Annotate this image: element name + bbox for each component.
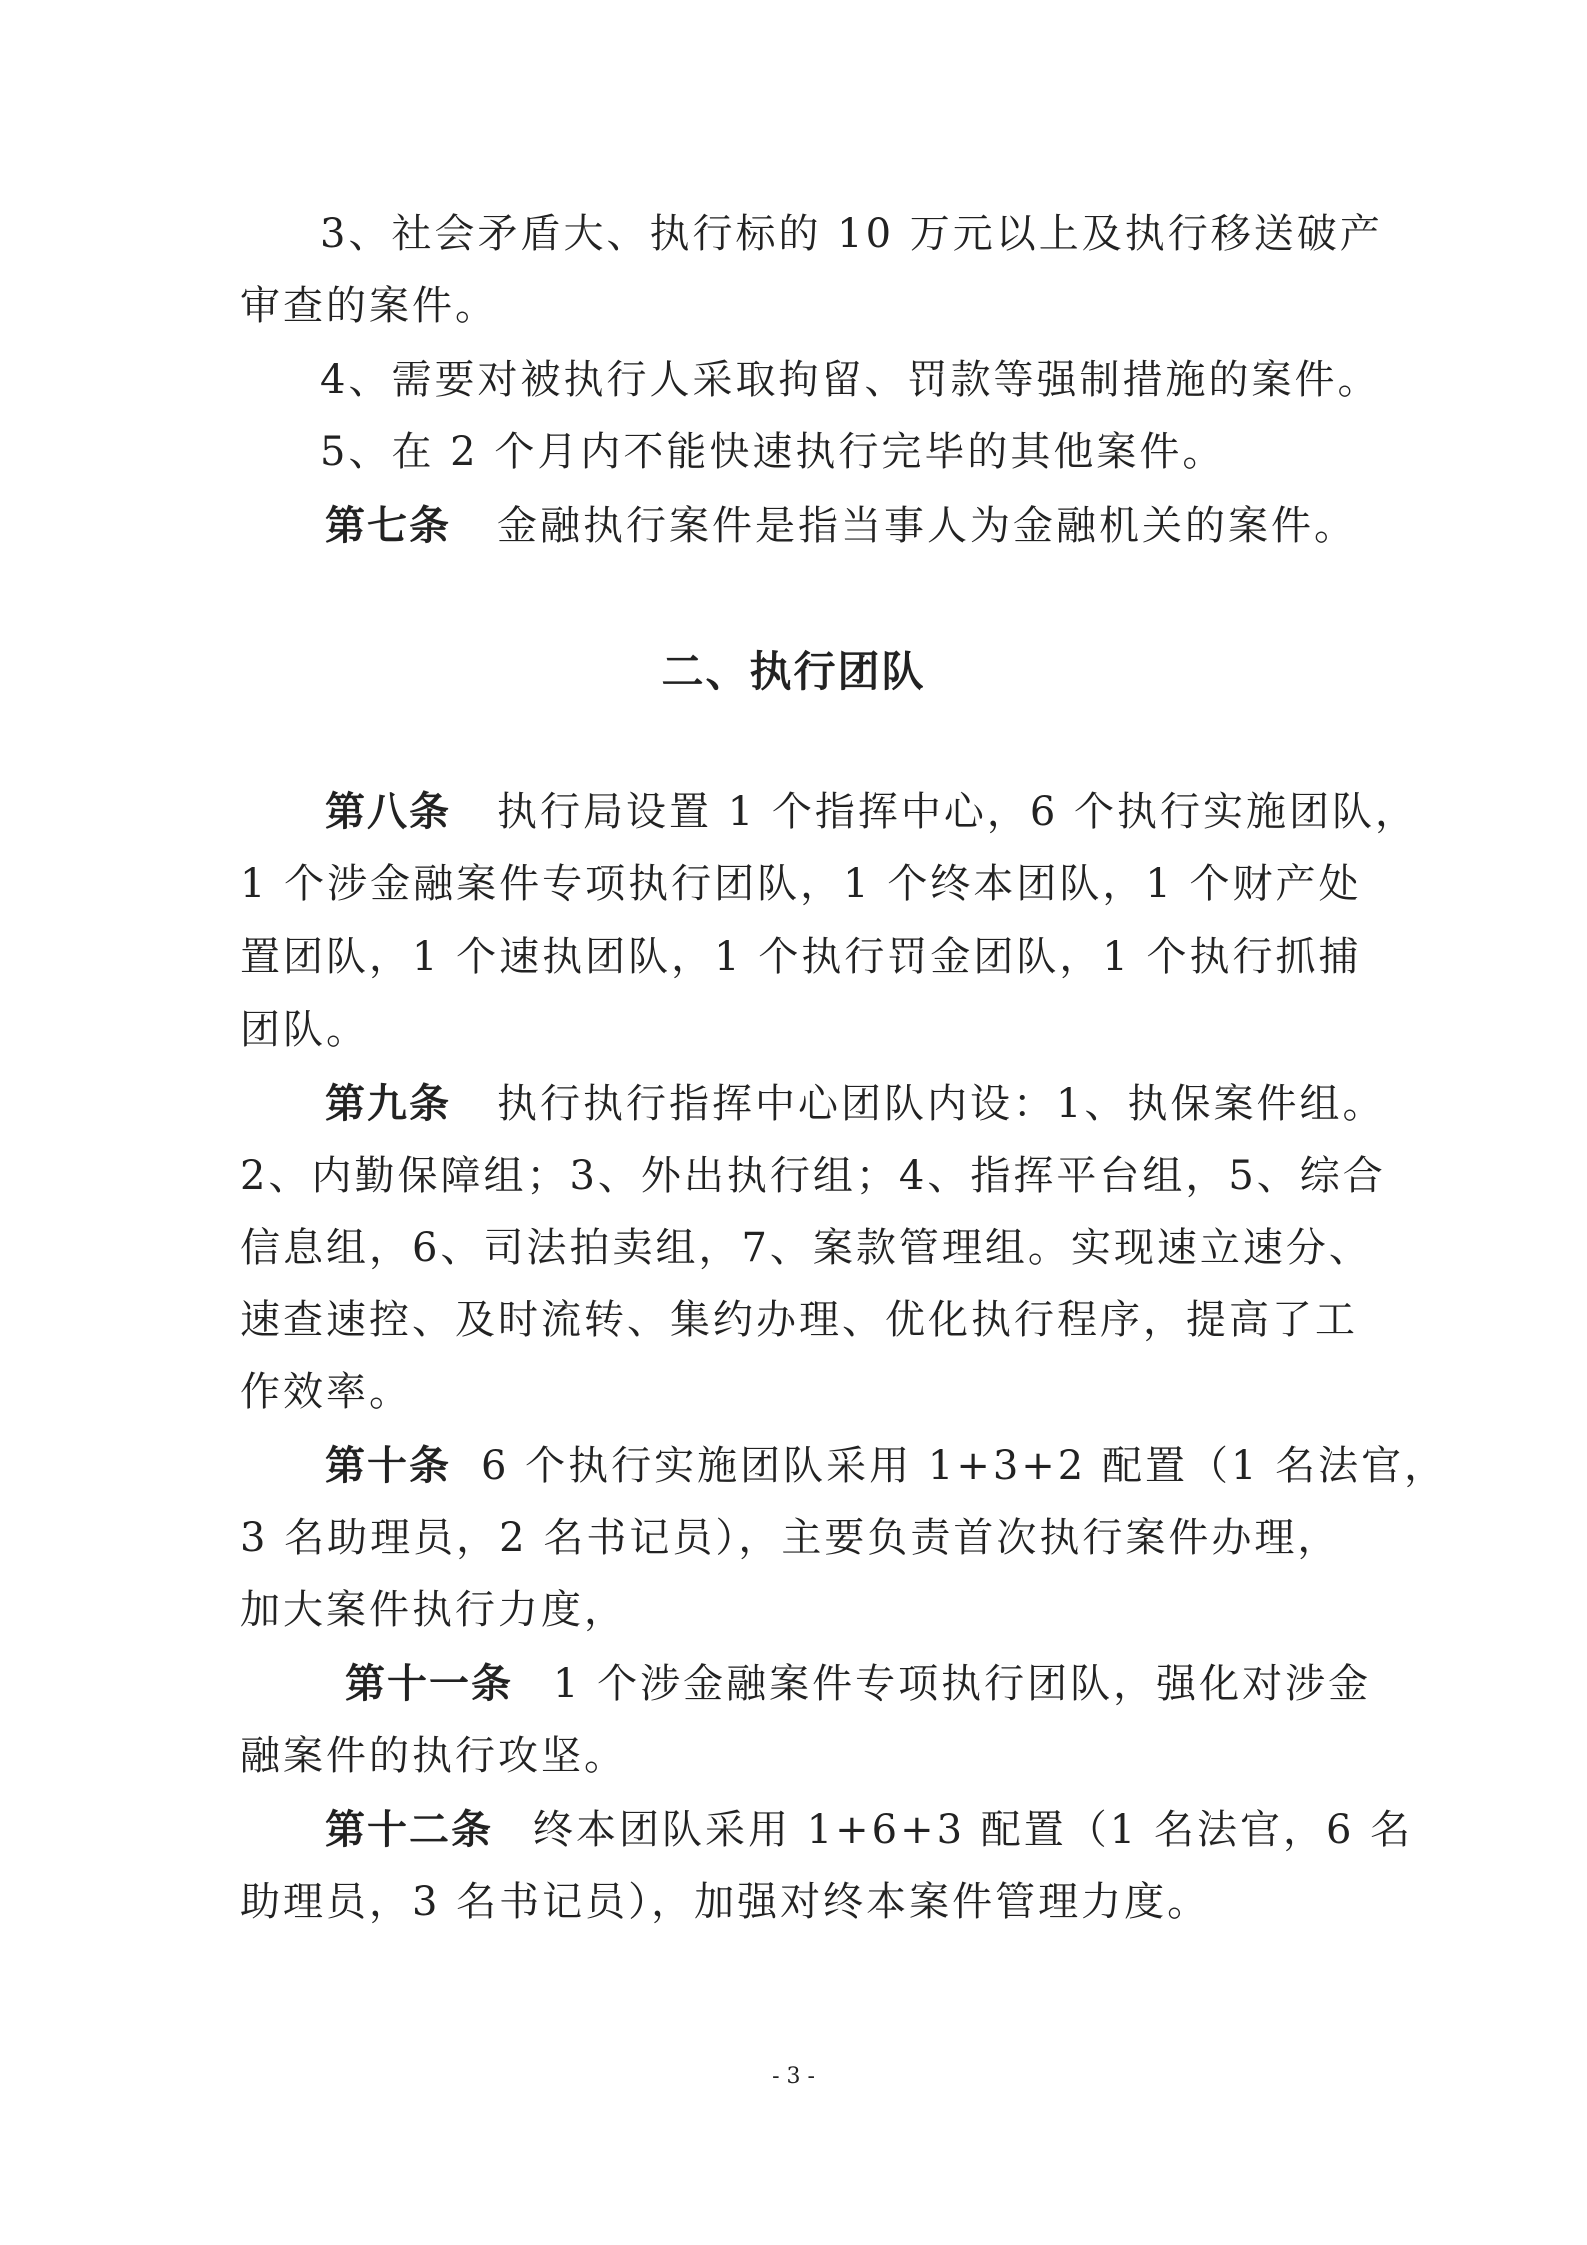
list-item-3-line2: 审查的案件。: [240, 283, 498, 329]
article-11-label: 第十一条: [345, 1661, 513, 1707]
article-7: [325, 498, 1440, 554]
article-9-line3: 信息组，6、司法拍卖组，7、案款管理组。实现速立速分、: [240, 1225, 1372, 1271]
article-12-text-1: 终本团队采用 1+6+3 配置（1 名法官，6 名: [533, 1807, 1414, 1853]
article-9-line5: 作效率。: [240, 1369, 412, 1415]
article-12-label: 第十二条: [325, 1807, 493, 1853]
list-item-5: 5、在 2 个月内不能快速执行完毕的其他案件。: [320, 429, 1226, 475]
article-9-line2: 2、内勤保障组；3、外出执行组；4、指挥平台组，5、综合: [240, 1153, 1386, 1199]
article-11-line1: [345, 1656, 1460, 1712]
article-9-text-1: 执行执行指挥中心团队内设：1、执保案件组。: [497, 1081, 1386, 1127]
article-10-text-1: 6 个执行实施团队采用 1+3+2 配置（1 名法官，: [481, 1443, 1448, 1489]
page-number: - 3 -: [772, 2064, 815, 2089]
article-8-line3: 置团队，1 个速执团队，1 个执行罚金团队，1 个执行抓捕: [240, 934, 1362, 980]
list-item-3-line1: 3、社会矛盾大、执行标的 10 万元以上及执行移送破产: [320, 211, 1383, 257]
article-8-text-1: 执行局设置 1 个指挥中心，6 个执行实施团队，: [497, 789, 1419, 835]
article-8-line4: 团队。: [240, 1007, 369, 1053]
article-12-line1: [325, 1802, 1440, 1858]
article-7-label: 第七条: [325, 503, 451, 549]
article-12-line2: 助理员，3 名书记员），加强对终本案件管理力度。: [240, 1879, 1211, 1925]
article-10-line3: 加大案件执行力度，: [240, 1587, 627, 1633]
article-9-label: 第九条: [325, 1081, 451, 1127]
article-9-line1: [325, 1076, 1440, 1132]
list-item-4: 4、需要对被执行人采取拘留、罚款等强制措施的案件。: [320, 357, 1381, 403]
article-10-line2: 3 名助理员，2 名书记员），主要负责首次执行案件办理，: [240, 1515, 1341, 1561]
article-9-line4: 速查速控、及时流转、集约办理、优化执行程序，提高了工: [240, 1297, 1358, 1343]
article-10-line1: [325, 1438, 1448, 1494]
article-11-line2: 融案件的执行攻坚。: [240, 1733, 627, 1779]
section-heading: 二、执行团队: [661, 647, 926, 696]
article-11-text-1: 1 个涉金融案件专项执行团队，强化对涉金: [553, 1661, 1372, 1707]
article-7-text: 金融执行案件是指当事人为金融机关的案件。: [497, 503, 1357, 549]
article-8-line2: 1 个涉金融案件专项执行团队，1 个终本团队，1 个财产处: [240, 861, 1362, 907]
article-8-line1: [325, 784, 1440, 840]
article-10-label: 第十条: [325, 1443, 451, 1489]
article-8-label: 第八条: [325, 789, 451, 835]
